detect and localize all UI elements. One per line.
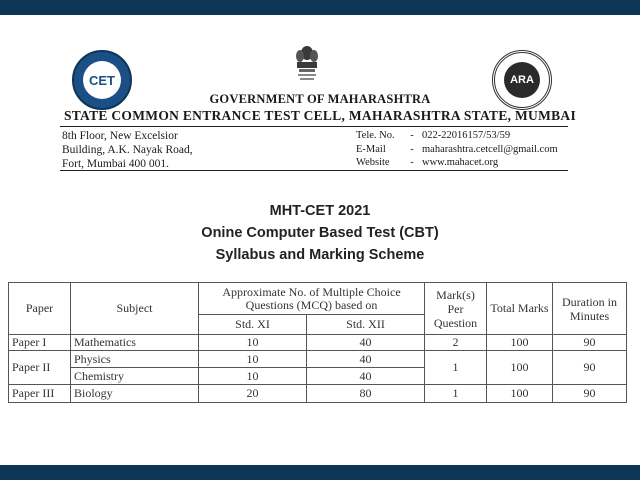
subject-cell: Chemistry: [71, 368, 199, 385]
std-xii-cell: 40: [307, 368, 425, 385]
contact-separator: -: [410, 143, 414, 155]
header-paper: Paper: [9, 283, 71, 335]
paper-cell: Paper III: [9, 385, 71, 403]
paper-cell: Paper II: [9, 351, 71, 385]
std-xi-cell: 20: [199, 385, 307, 403]
duration-cell: 90: [553, 351, 627, 385]
syllabus-title: Syllabus and Marking Scheme: [215, 247, 425, 263]
address-line: Building, A.K. Nayak Road,: [62, 144, 193, 156]
office-address: [62, 129, 193, 171]
std-xii-cell: 80: [307, 385, 425, 403]
address-line: Fort, Mumbai 400 001.: [62, 158, 170, 170]
total-marks-cell: 100: [487, 335, 553, 351]
table-row: [9, 385, 627, 403]
contact-label: E-Mail: [356, 143, 386, 155]
marking-scheme-table: [8, 282, 627, 403]
header-std-xii: Std. XII: [307, 315, 425, 335]
email-value: maharashtra.cetcell@gmail.com: [422, 143, 558, 155]
subject-cell: Mathematics: [71, 335, 199, 351]
national-emblem-icon: [292, 44, 322, 84]
top-banner-bar: [0, 0, 640, 15]
table-row: [9, 335, 627, 351]
phone-value: 022-22016157/53/59: [422, 130, 511, 141]
government-heading: GOVERNMENT OF MAHARASHTRA: [209, 92, 431, 106]
marks-per-question-cell: 1: [425, 351, 487, 385]
contact-separator: -: [410, 130, 414, 141]
contact-email: [356, 143, 558, 157]
table-header-row: [9, 283, 627, 315]
contact-label: Tele. No.: [356, 130, 395, 141]
bottom-banner-bar: [0, 465, 640, 480]
website-value: www.mahacet.org: [422, 157, 499, 168]
total-marks-cell: 100: [487, 385, 553, 403]
subject-cell: Physics: [71, 351, 199, 368]
subject-cell: Biology: [71, 385, 199, 403]
std-xi-cell: 10: [199, 368, 307, 385]
marks-per-question-cell: 1: [425, 385, 487, 403]
marks-per-question-cell: 2: [425, 335, 487, 351]
header-divider-bottom: [60, 170, 568, 171]
paper-cell: Paper I: [9, 335, 71, 351]
contact-phone: [356, 129, 558, 143]
exam-title: MHT-CET 2021: [269, 203, 371, 219]
total-marks-cell: 100: [487, 351, 553, 385]
std-xi-cell: 10: [199, 335, 307, 351]
header-duration: Duration in Minutes: [553, 283, 627, 335]
table-row: [9, 351, 627, 368]
exam-mode-title: Onine Computer Based Test (CBT): [201, 225, 439, 241]
header-marks-per-question: Mark(s) Per Question: [425, 283, 487, 335]
cet-cell-heading: STATE COMMON ENTRANCE TEST CELL, MAHARASHTRA STATE, MUMBAI: [63, 108, 577, 123]
header-mcq: Approximate No. of Multiple Choice Questions (MCQ) based on: [199, 283, 425, 315]
ara-logo-text: ARA: [504, 62, 540, 98]
duration-cell: 90: [553, 385, 627, 403]
header-std-xi: Std. XI: [199, 315, 307, 335]
address-line: 8th Floor, New Excelsior: [62, 130, 178, 142]
header-subject: Subject: [71, 283, 199, 335]
contact-separator: -: [410, 157, 414, 168]
header-total-marks: Total Marks: [487, 283, 553, 335]
duration-cell: 90: [553, 335, 627, 351]
std-xii-cell: 40: [307, 335, 425, 351]
header-divider-top: [60, 126, 568, 127]
std-xi-cell: 10: [199, 351, 307, 368]
contact-label: Website: [356, 157, 390, 168]
cet-logo-text: CET: [83, 61, 121, 99]
contact-details: [356, 129, 558, 170]
std-xii-cell: 40: [307, 351, 425, 368]
contact-website: [356, 156, 558, 170]
